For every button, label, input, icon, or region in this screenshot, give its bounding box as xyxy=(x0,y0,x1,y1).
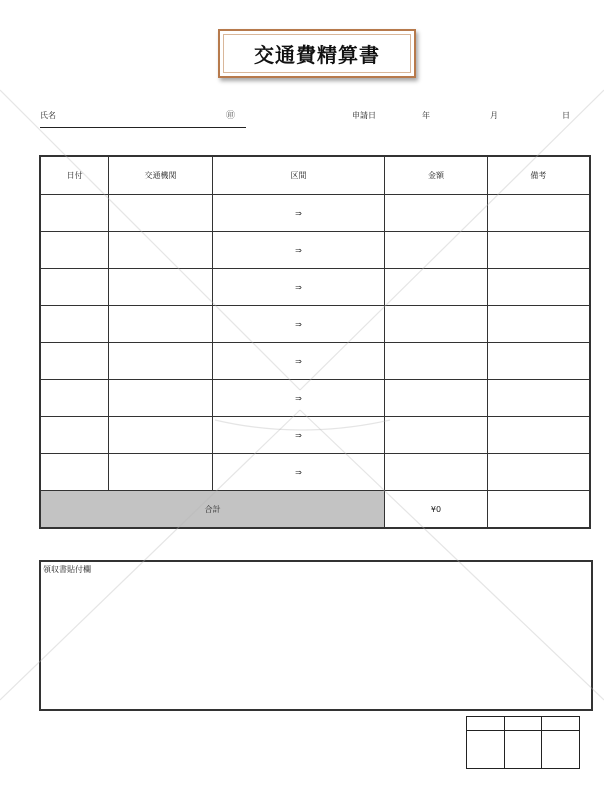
section-cell[interactable]: ⇒ xyxy=(212,232,384,269)
transport-cell[interactable] xyxy=(109,380,213,417)
column-header-notes: 備考 xyxy=(487,156,590,195)
stamp-cell[interactable] xyxy=(467,731,505,769)
amount-cell[interactable] xyxy=(385,343,488,380)
date-cell[interactable] xyxy=(40,195,109,232)
notes-cell[interactable] xyxy=(487,454,590,491)
name-label: 氏名 xyxy=(40,111,56,120)
table-row xyxy=(40,454,590,491)
column-header-transport: 交通機関 xyxy=(109,156,213,195)
table-row xyxy=(40,343,590,380)
amount-cell[interactable] xyxy=(385,269,488,306)
section-cell[interactable]: ⇒ xyxy=(212,195,384,232)
notes-cell[interactable] xyxy=(487,417,590,454)
section-cell[interactable]: ⇒ xyxy=(212,343,384,380)
approval-stamp-table xyxy=(466,716,580,769)
transport-cell[interactable] xyxy=(109,417,213,454)
date-cell[interactable] xyxy=(40,343,109,380)
amount-cell[interactable] xyxy=(385,454,488,491)
day-label: 日 xyxy=(562,111,570,120)
amount-cell[interactable] xyxy=(385,195,488,232)
column-header-section: 区間 xyxy=(212,156,384,195)
table-row xyxy=(40,232,590,269)
section-cell[interactable]: ⇒ xyxy=(212,269,384,306)
transport-cell[interactable] xyxy=(109,195,213,232)
date-cell[interactable] xyxy=(40,454,109,491)
notes-cell[interactable] xyxy=(487,195,590,232)
notes-cell[interactable] xyxy=(487,343,590,380)
column-header-date: 日付 xyxy=(40,156,109,195)
amount-cell[interactable] xyxy=(385,306,488,343)
amount-cell[interactable] xyxy=(385,417,488,454)
document-title: 交通費精算書 xyxy=(223,34,411,73)
table-row xyxy=(40,195,590,232)
column-header-amount: 金額 xyxy=(385,156,488,195)
transport-cell[interactable] xyxy=(109,232,213,269)
transport-cell[interactable] xyxy=(109,343,213,380)
amount-cell[interactable] xyxy=(385,380,488,417)
table-row xyxy=(40,380,590,417)
total-amount: ¥0 xyxy=(385,491,488,529)
section-cell[interactable]: ⇒ xyxy=(212,380,384,417)
date-cell[interactable] xyxy=(40,417,109,454)
notes-cell[interactable] xyxy=(487,306,590,343)
month-label: 月 xyxy=(490,111,498,120)
stamp-header-cell xyxy=(542,717,580,731)
total-label: 合計 xyxy=(40,491,385,529)
seal-icon: ㊞ xyxy=(226,111,236,121)
date-cell[interactable] xyxy=(40,232,109,269)
apply-date-label: 申請日 xyxy=(352,111,376,120)
stamp-header-cell xyxy=(467,717,505,731)
date-cell[interactable] xyxy=(40,380,109,417)
table-row xyxy=(40,269,590,306)
transport-cell[interactable] xyxy=(109,306,213,343)
table-header-row xyxy=(40,156,590,195)
total-row xyxy=(40,491,590,529)
stamp-cell[interactable] xyxy=(542,731,580,769)
title-box xyxy=(218,29,416,78)
year-label: 年 xyxy=(422,111,430,120)
total-notes-cell xyxy=(487,491,590,529)
date-cell[interactable] xyxy=(40,306,109,343)
notes-cell[interactable] xyxy=(487,269,590,306)
notes-cell[interactable] xyxy=(487,232,590,269)
section-cell[interactable]: ⇒ xyxy=(212,417,384,454)
section-cell[interactable]: ⇒ xyxy=(212,306,384,343)
stamp-header-cell xyxy=(504,717,542,731)
receipt-attachment-area[interactable] xyxy=(39,560,593,711)
section-cell[interactable]: ⇒ xyxy=(212,454,384,491)
table-row xyxy=(40,306,590,343)
notes-cell[interactable] xyxy=(487,380,590,417)
date-cell[interactable] xyxy=(40,269,109,306)
transport-cell[interactable] xyxy=(109,454,213,491)
transport-cell[interactable] xyxy=(109,269,213,306)
amount-cell[interactable] xyxy=(385,232,488,269)
name-underline xyxy=(40,127,246,128)
receipt-label: 領収書貼付欄 xyxy=(43,565,91,574)
table-row xyxy=(40,417,590,454)
expense-table xyxy=(39,155,591,529)
stamp-cell[interactable] xyxy=(504,731,542,769)
